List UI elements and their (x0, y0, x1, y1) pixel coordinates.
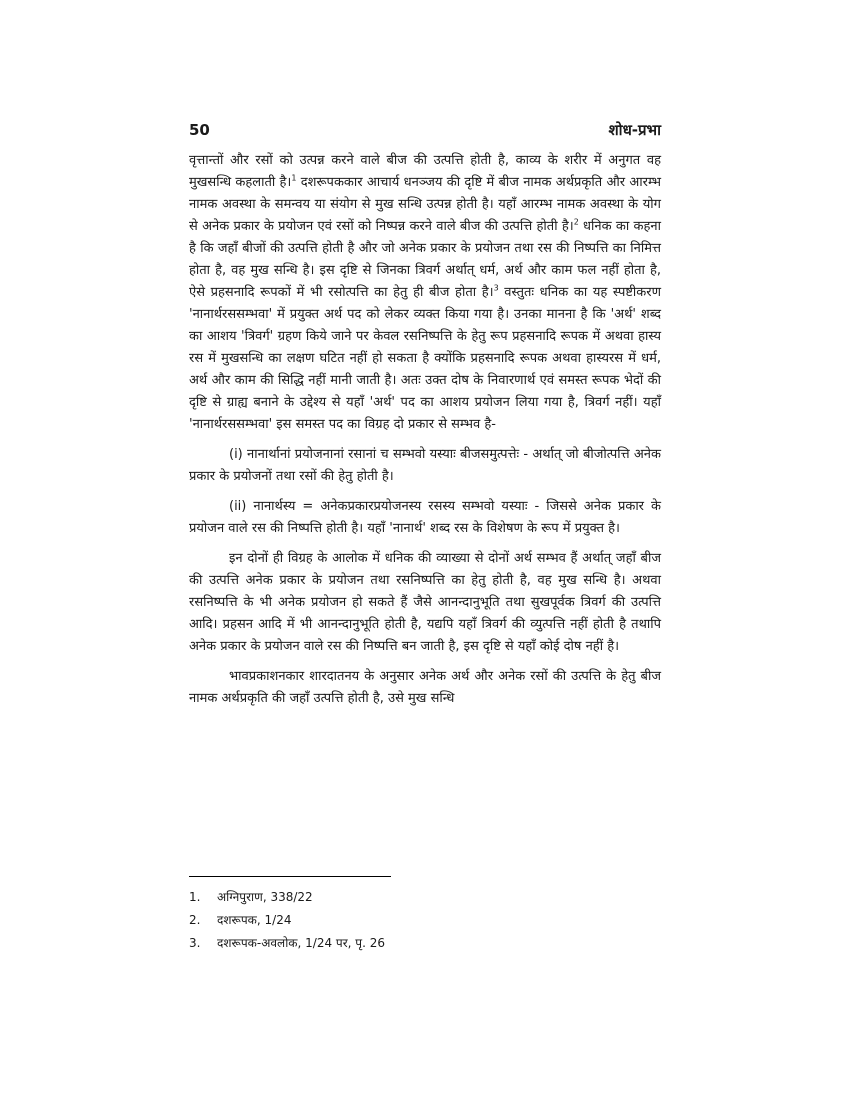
footnote: 2. दशरूपक, 1/24 (189, 913, 292, 927)
paragraph: भावप्रकाशनकार शारदातनय के अनुसार अनेक अर्थ और अनेक रसों की उत्पत्ति के हेतु बीज नामक अर्थप्रकृति की जहाँ उत्पत्ति होती है, उसे मुख सन्धि (189, 669, 661, 706)
paragraph: इन दोनों ही विग्रह के आलोक में धनिक की व्याख्या से दोनों अर्थ सम्भव हैं अर्थात् जहाँ बीज की उत्पत्ति अनेक प्रकार के प्रयोजन तथा रसनिष्पत्ति का हेतु होती है, वह मुख सन्धि है। अथवा रसनिष्पत्ति के भी अनेक प्रयोजन हो सकते हैं जैसे आनन्दानुभूति तथा सुखपूर्वक त्रिवर्ग की उत्पत्ति आदि। प्रहसन आदि में भी आनन्दानुभूति होती है, यद्यपि यहाँ त्रिवर्ग की व्युत्पत्ति नहीं होती है तथापि अनेक प्रकार के प्रयोजन वाले रस की निष्पत्ति बन जाती है, इस दृष्टि से यहाँ कोई दोष नहीं है। (189, 551, 661, 654)
footnotes (189, 886, 661, 955)
page-number: 50 (189, 121, 210, 139)
footnote-ref: 1 (291, 173, 297, 183)
footnote: 1. अग्निपुराण, 338/22 (189, 890, 313, 904)
footnote-ref: 3 (493, 283, 499, 293)
page-header (189, 120, 661, 142)
footnote-divider (189, 876, 391, 877)
running-title: शोध-प्रभा (608, 121, 661, 139)
paragraph: (ii) नानार्थस्य = अनेकप्रकारप्रयोजनस्य रसस्य सम्भवो यस्याः - जिससे अनेक प्रकार के प्रयोजन वाले रस की निष्पत्ति होती है। यहाँ 'नानार्थ' शब्द रस के विशेषण के रूप में प्रयुक्त है। (189, 499, 661, 536)
footnote-ref: 2 (573, 217, 579, 227)
paragraph: (i) नानार्थानां प्रयोजनानां रसानां च सम्भवो यस्याः बीजसमुत्पत्तेः - अर्थात् जो बीजोत्पत्ति अनेक प्रकार के प्रयोजनों तथा रसों की हेतु होती है। (189, 447, 661, 484)
body-text (189, 150, 661, 710)
paragraph: वृत्तान्तों और रसों को उत्पन्न करने वाले बीज की उत्पत्ति होती है, काव्य के शरीर में अनुगत वह मुखसन्धि कहलाती है।$^1$ दशरूपककार आचार्य धनञ्जय की दृष्टि में बीज नामक अर्थप्रकृति और आरम्भ नामक अवस्था के समन्वय या संयोग से मुख सन्धि उत्पन्न होती है। यहाँ आरम्भ नामक अवस्था के योग से अनेक प्रकार के प्रयोजन एवं रसों को निष्पन्न करने वाले बीज की उत्पत्ति होती है।$^2$ धनिक का कहना है कि जहाँ बीजों की उत्पत्ति होती है और जो अनेक प्रकार के प्रयोजन तथा रस की निष्पत्ति का निमित्त होता है, वह मुख सन्धि है। इस दृष्टि से जिनका त्रिवर्ग अर्थात् धर्म, अर्थ और काम फल नहीं होता है, ऐसे प्रहसनादि रूपकों में भी रसोत्पत्ति का हेतु ही बीज होता है।$^3$ वस्तुतः धनिक का यह स्पष्टीकरण 'नानार्थरससम्भवा' में प्रयुक्त अर्थ पद को लेकर व्यक्त किया गया है। उनका मानना है कि 'अर्थ' शब्द का आशय 'त्रिवर्ग' ग्रहण किये जाने पर केवल रसनिष्पत्ति के हेतु रूप प्रहसनादि रूपक में अथवा हास्य रस में मुखसन्धि का लक्षण घटित नहीं हो सकता है क्योंकि प्रहसनादि रूपक अथवा हास्यरस में धर्म, अर्थ और काम की सिद्धि नहीं मानी जाती है। अतः उक्त दोष के निवारणार्थ एवं समस्त रूपक भेदों की दृष्टि से ग्राह्य बनाने के उद्देश्य से यहाँ 'अर्थ' पद का आशय प्रयोजन लिया गया है, त्रिवर्ग नहीं। यहाँ 'नानार्थरससम्भवा' इस समस्त पद का विग्रह दो प्रकार से सम्भव है- (189, 153, 661, 432)
footnote: 3. दशरूपक-अवलोक, 1/24 पर, पृ. 26 (189, 936, 385, 950)
